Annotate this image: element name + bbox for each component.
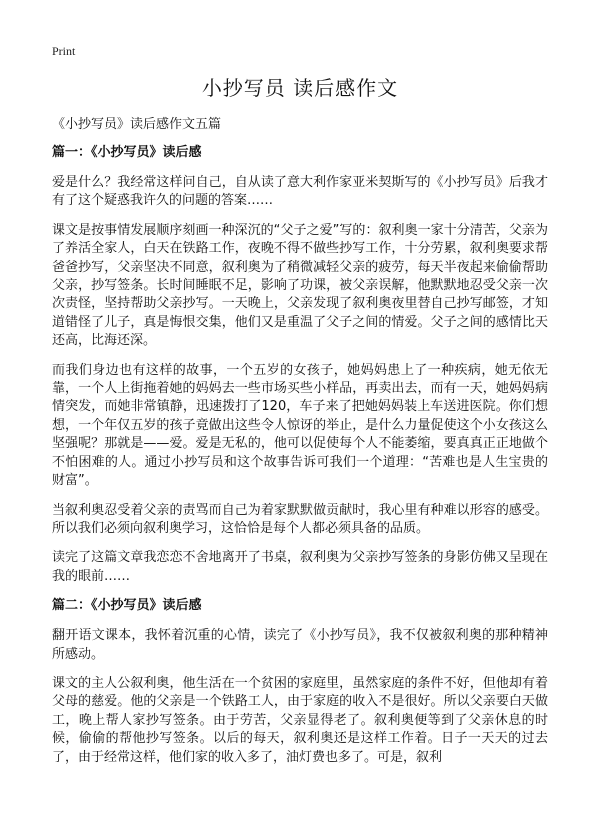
paragraph: 而我们身边也有这样的故事，一个五岁的女孩子，她妈妈患上了一种疾病，她无依无靠，一个人上街拖着她的妈妈去一些市场买些小样品，再卖出去，而有一天，她妈妈病情突发，而她非常镇静，迅速拨打了120，车子来了把她妈妈装上车送进医院。你们想想，一个年仅五岁的孩子竟做出这些令人惊讶的举止，是什么力量促使这个小女孩这么坚强呢？那就是——爱。爱是无私的，他可以促使每个人不能萎缩，要真真正正地做个不怕困难的人。通过小抄写员和这个故事告诉可我们一个道理：“苦难也是人生宝贵的财富”。 — [52, 362, 548, 489]
print-label: Print — [52, 44, 76, 58]
paragraph: 课文是按事情发展顺序刻画一种深沉的“父子之爱”写的：叙利奥一家十分清苦，父亲为了养活全家人，白天在铁路工作，夜晚不得不做些抄写工作，十分劳累，叙利奥要求帮爸爸抄写，父亲坚决不同意，叙利奥为了稍微减轻父亲的疲劳，每天半夜起来偷偷帮助父亲，抄写签条。长时间睡眠不足，影响了功课，被父亲误解，他默默地忍受父亲一次次责怪，坚持帮助父亲抄写。一天晚上，父亲发现了叙利奥夜里替自己抄写邮签，才知道错怪了儿子，真是悔恨交集，他们又是重温了父子之间的情爱。父子之间的感情比天还高，比海还深。 — [52, 222, 548, 349]
paragraph: 翻开语文课本，我怀着沉重的心情，读完了《小抄写员》，我不仅被叙利奥的那种精神所感动。 — [52, 628, 548, 662]
section-2 — [52, 597, 548, 767]
paragraph: 读完了这篇文章我恋恋不舍地离开了书桌，叙利奥为父亲抄写签条的身影仿佛又呈现在我的眼前…… — [52, 550, 548, 584]
paragraph: 课文的主人公叙利奥，他生活在一个贫困的家庭里，虽然家庭的条件不好，但他却有着父母的慈爱。他的父亲是一个铁路工人，由于家庭的收入不是很好。所以父亲要白天做工，晚上帮人家抄写签条。由于劳苦，父亲显得老了。叙利奥便等到了父亲休息的时候，偷偷的帮他抄写签条。以后的每天，叙利奥还是这样工作着。日子一天天的过去了，由于经常这样，他们家的收入多了，油灯费也多了。可是，叙利 — [52, 675, 548, 765]
document-subtitle: 《小抄写员》读后感作文五篇 — [52, 117, 222, 132]
section-heading: 篇一：《小抄写员》读后感 — [52, 145, 202, 160]
section-heading: 篇二：《小抄写员》读后感 — [52, 598, 202, 614]
paragraph: 爱是什么？我经常这样问自己，自从读了意大利作家亚米契斯写的《小抄写员》后我才有了这个疑惑我许久的问题的答案…… — [52, 175, 548, 209]
section-1 — [52, 144, 548, 586]
document-title: 小抄写员 读后感作文 — [201, 76, 399, 100]
paragraph: 当叙利奥忍受着父亲的责骂而自己为着家默默做贡献时，我心里有种难以形容的感受。所以我们必须向叙利奥学习，这恰恰是每个人都必须具备的品质。 — [52, 502, 548, 536]
